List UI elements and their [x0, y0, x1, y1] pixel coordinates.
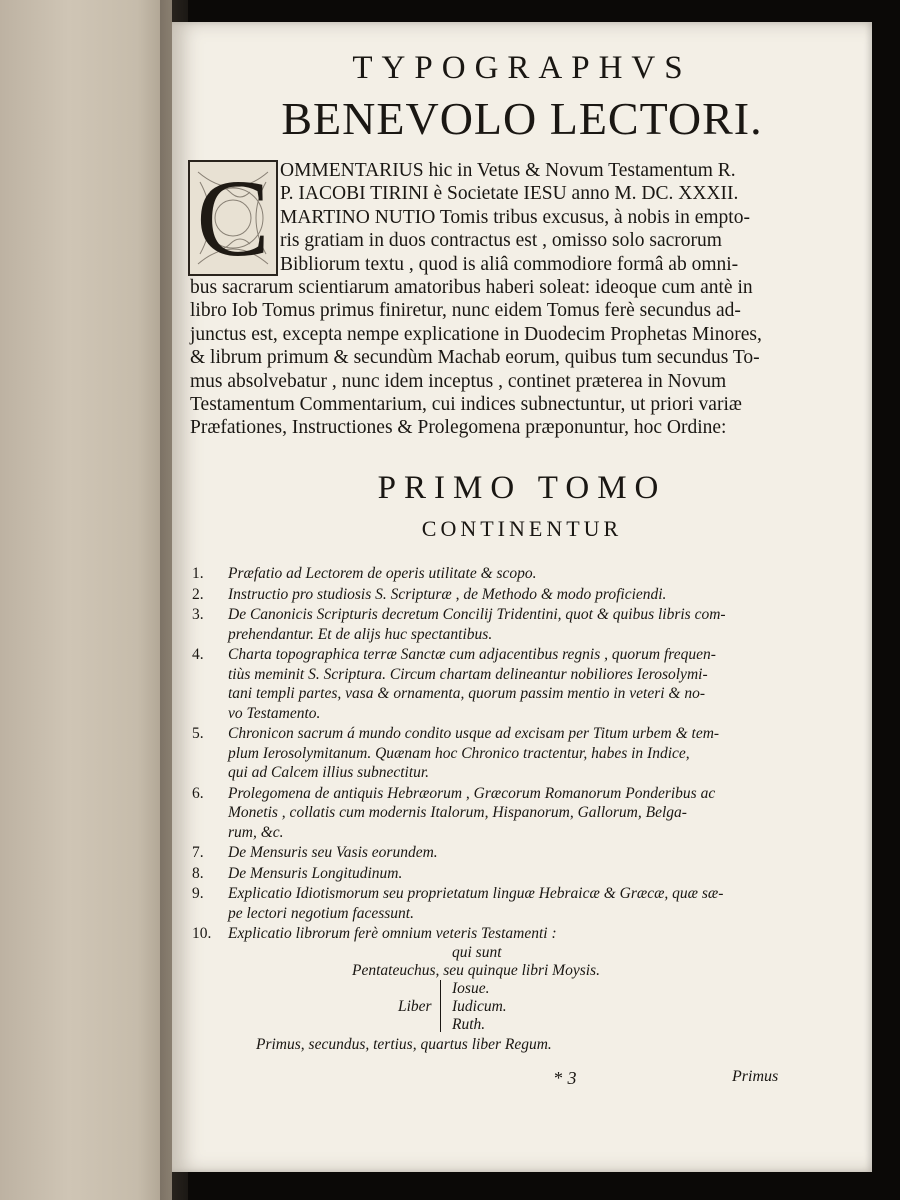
item-text-line: qui ad Calcem illius subnectitur. — [228, 764, 430, 781]
intro-line: OMMENTARIUS hic in Vetus & Novum Testamentum R. — [280, 160, 736, 181]
item-text-line: plum Ierosolymitanum. Quænam hoc Chronico tractentur, habes in Indice, — [228, 744, 690, 762]
intro-line: bus sacrarum scientiarum amatoribus haberi soleat: ideoque cum antè in — [190, 276, 753, 298]
book-item: Ruth. — [452, 1016, 486, 1033]
liber-label: Liber — [398, 998, 432, 1015]
dropcap-letter: C — [196, 157, 270, 279]
item-number: 8. — [192, 864, 204, 882]
page-title-line1: TYPOGRAPHVS — [352, 50, 692, 86]
intro-line: & librum primum & secundùm Machab eorum, quibus tum secundus To- — [190, 347, 760, 369]
item-text-line: Instructio pro studiosis S. Scripturæ , de Methodo & modo proficiendi. — [228, 585, 667, 603]
item-text-line: Præfatio ad Lectorem de operis utilitate & scopo. — [228, 565, 537, 582]
intro-line: ris gratiam in duos contractus est , omisso solo sacrorum — [280, 230, 722, 252]
contents-list — [192, 564, 842, 945]
list-item — [192, 564, 842, 584]
pentateuchus-line: Pentateuchus, seu quinque libri Moysis. — [352, 962, 600, 979]
intro-line: Bibliorum textu , quod is aliâ commodiore formâ ab omni- — [280, 253, 739, 275]
list-item — [192, 864, 842, 884]
item-text-line: Prolegomena de antiquis Hebræorum , Græcorum Romanorum Ponderibus ac — [228, 784, 716, 802]
page-title-line2: BENEVOLO LECTORI. — [281, 93, 763, 144]
item-number: 3. — [192, 606, 204, 623]
qui-sunt: qui sunt — [452, 944, 502, 961]
intro-line: P. IACOBI TIRINI è Societate IESU anno M. DC. XXXII. — [280, 183, 739, 205]
section-title: PRIMO TOMO — [377, 470, 667, 506]
item-text-line: De Canonicis Scripturis decretum Concilij Tridentini, quot & quibus libris com- — [228, 606, 726, 623]
item-text-line: rum, &c. — [228, 823, 284, 841]
item-number: 6. — [192, 784, 204, 802]
item-text-line: Explicatio librorum ferè omnium veteris Testamenti : — [228, 925, 557, 942]
item-number: 4. — [192, 646, 204, 663]
item-text-line: De Mensuris seu Vasis eorundem. — [228, 844, 438, 861]
list-item — [192, 645, 842, 723]
item-number: 5. — [192, 725, 204, 742]
brace-mark — [440, 980, 447, 1032]
item-text-line: vo Testamento. — [228, 704, 321, 722]
facing-page — [0, 0, 172, 1200]
item-number: 7. — [192, 844, 204, 861]
intro-line: Præfationes, Instructiones & Prolegomena præponuntur, hoc Ordine: — [190, 417, 727, 439]
regum-line: Primus, secundus, tertius, quartus liber Regum. — [256, 1036, 552, 1053]
book-item: Iudicum. — [452, 998, 507, 1015]
section-subtitle: CONTINENTUR — [421, 516, 623, 541]
list-item — [192, 884, 842, 923]
item-text-line: tani templi partes, vasa & ornamenta, quorum passim mentio in veteri & no- — [228, 685, 706, 702]
intro-line: MARTINO NUTIO Tomis tribus excusus, à nobis in empto- — [280, 206, 750, 228]
catchword: Primus — [732, 1068, 779, 1085]
list-item — [192, 605, 842, 644]
item-text-line: prehendantur. Et de alijs huc spectantibus. — [228, 625, 493, 643]
list-item — [192, 784, 842, 843]
item-number: 1. — [192, 565, 204, 582]
item-number: 10. — [192, 925, 212, 942]
item-text-line: De Mensuris Longitudinum. — [228, 864, 403, 882]
book-page — [172, 22, 872, 1172]
signature-star: * — [554, 1068, 563, 1088]
item-text-line: tiùs meminit S. Scriptura. Circum chartam delineantur nobiliores Ierosolymi- — [228, 665, 708, 683]
item-text-line: Chronicon sacrum á mundo condito usque ad excisam per Titum urbem & tem- — [228, 725, 720, 742]
intro-line: mus absolvebatur , nunc idem inceptus , continet præterea in Novum — [190, 370, 727, 392]
intro-line: libro Iob Tomus primus finiretur, nunc eidem Tomus ferè secundus ad- — [190, 300, 741, 322]
intro-line: Testamentum Commentarium, cui indices subnectuntur, ut priori variæ — [190, 393, 742, 415]
intro-line: junctus est, excepta nempe explicatione in Duodecim Prophetas Minores, — [190, 323, 762, 345]
item-number: 9. — [192, 885, 204, 902]
signature-mark — [554, 1068, 577, 1089]
list-item — [192, 724, 842, 783]
list-item — [192, 843, 842, 863]
intro-paragraph — [190, 159, 856, 440]
list-item — [192, 585, 842, 605]
signature-number: 3 — [567, 1068, 577, 1088]
item-text-line: Charta topographica terræ Sanctæ cum adjacentibus regnis , quorum frequen- — [228, 646, 716, 663]
item-text-line: Monetis , collatis cum modernis Italorum, Hispanorum, Gallorum, Belga- — [228, 804, 687, 821]
list-item — [192, 924, 842, 944]
item-number: 2. — [192, 585, 204, 603]
item-text-line: Explicatio Idiotismorum seu proprietatum linguæ Hebraicæ & Græcæ, quæ sæ- — [228, 885, 724, 902]
book-item: Iosue. — [452, 980, 490, 997]
item-text-line: pe lectori negotium facessunt. — [228, 904, 414, 922]
